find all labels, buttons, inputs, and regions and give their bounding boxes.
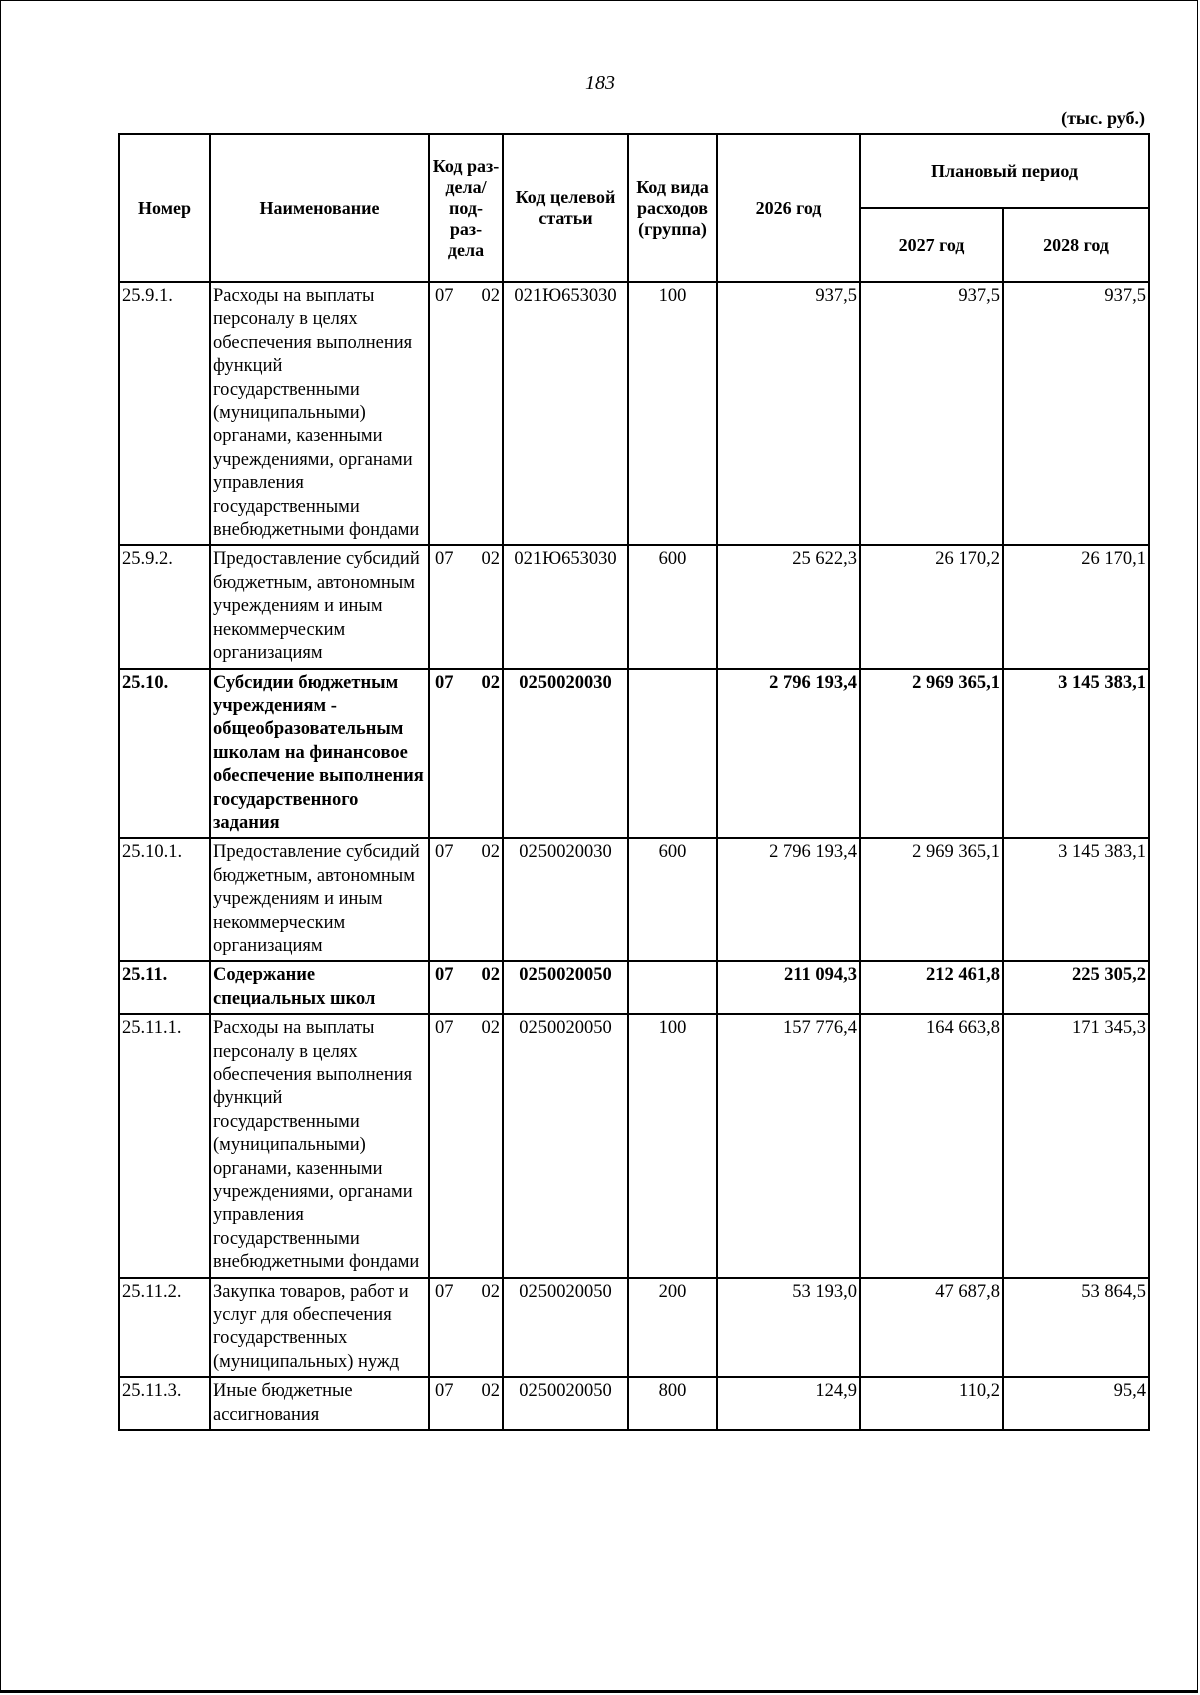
table-row [119,838,1149,961]
header-kind: Код вида расходов (группа) [628,134,717,282]
row-name: Расходы на выплаты персоналу в целях обеспечения выполнения функций государственными (муниципальными) органами, казенными учреждениями, органами управления государственными внебюджетными фондами [210,282,429,545]
row-value-2028: 937,5 [1003,282,1149,545]
row-value-2026: 124,9 [717,1377,860,1430]
row-name: Предоставление субсидий бюджетным, автономным учреждениям и иным некоммерческим организациям [210,545,429,668]
table-row [119,669,1149,839]
row-kind-code: 100 [628,282,717,545]
row-number: 25.11.2. [119,1278,210,1378]
row-target-code: 0250020030 [503,669,628,839]
table-body [119,282,1149,1430]
header-section: Код раз- дела/ под- раз- дела [429,134,503,282]
row-value-2027: 110,2 [860,1377,1003,1430]
row-section [429,838,503,961]
header-planned: Плановый период [860,134,1149,208]
row-section-code: 07 [435,549,454,570]
row-subsection-code: 02 [481,965,500,986]
row-name: Расходы на выплаты персоналу в целях обеспечения выполнения функций государственными (муниципальными) органами, казенными учреждениями, органами управления государственными внебюджетными фондами [210,1014,429,1277]
row-kind-code: 200 [628,1278,717,1378]
row-kind-code: 600 [628,838,717,961]
row-name: Субсидии бюджетным учреждениям - общеобразовательным школам на финансовое обеспечение выполнения государственного задания [210,669,429,839]
table-row [119,961,1149,1014]
table-row [119,1014,1149,1277]
row-target-code: 0250020050 [503,1377,628,1430]
header-2026: 2026 год [717,134,860,282]
row-target-code: 0250020050 [503,961,628,1014]
row-section [429,669,503,839]
row-section [429,1377,503,1430]
units-label: (тыс. руб.) [1061,108,1145,128]
row-number: 25.9.2. [119,545,210,668]
table-row [119,545,1149,668]
row-section-code: 07 [435,842,454,863]
row-kind-code [628,961,717,1014]
row-subsection-code: 02 [481,1018,500,1039]
row-name: Закупка товаров, работ и услуг для обеспечения государственных (муниципальных) нужд [210,1278,429,1378]
row-number: 25.11.1. [119,1014,210,1277]
row-number: 25.10.1. [119,838,210,961]
row-kind-code: 600 [628,545,717,668]
row-subsection-code: 02 [481,549,500,570]
row-name: Предоставление субсидий бюджетным, автономным учреждениям и иным некоммерческим организациям [210,838,429,961]
table-row [119,1278,1149,1378]
row-subsection-code: 02 [481,672,500,693]
row-section [429,1014,503,1277]
row-target-code: 0250020050 [503,1278,628,1378]
row-value-2028: 225 305,2 [1003,961,1149,1014]
row-section-code: 07 [435,672,454,693]
row-subsection-code: 02 [481,286,500,306]
row-target-code: 021Ю653030 [503,545,628,668]
header-2028: 2028 год [1003,208,1149,282]
row-value-2026: 157 776,4 [717,1014,860,1277]
row-section [429,1278,503,1378]
row-value-2028: 3 145 383,1 [1003,669,1149,839]
row-value-2026: 2 796 193,4 [717,838,860,961]
page-number: 183 [585,72,615,94]
row-section [429,282,503,545]
row-value-2026: 937,5 [717,282,860,545]
row-value-2027: 212 461,8 [860,961,1003,1014]
row-value-2028: 95,4 [1003,1377,1149,1430]
header-name: Наименование [210,134,429,282]
row-section-code: 07 [435,965,454,986]
row-value-2028: 53 864,5 [1003,1278,1149,1378]
row-name: Содержание специальных школ [210,961,429,1014]
row-value-2028: 171 345,3 [1003,1014,1149,1277]
header-target: Код целевой статьи [503,134,628,282]
row-value-2027: 47 687,8 [860,1278,1003,1378]
budget-table [118,133,1150,1431]
row-target-code: 0250020050 [503,1014,628,1277]
header-number: Номер [119,134,210,282]
row-name: Иные бюджетные ассигнования [210,1377,429,1430]
row-kind-code [628,669,717,839]
row-value-2027: 937,5 [860,282,1003,545]
row-value-2028: 26 170,1 [1003,545,1149,668]
row-subsection-code: 02 [481,1281,500,1302]
row-value-2027: 2 969 365,1 [860,838,1003,961]
row-section [429,961,503,1014]
row-value-2027: 2 969 365,1 [860,669,1003,839]
table-row [119,1377,1149,1430]
row-section-code: 07 [435,286,454,306]
header-2027: 2027 год [860,208,1003,282]
row-value-2027: 26 170,2 [860,545,1003,668]
row-section-code: 07 [435,1281,454,1302]
row-number: 25.9.1. [119,282,210,545]
row-target-code: 0250020030 [503,838,628,961]
row-value-2027: 164 663,8 [860,1014,1003,1277]
row-subsection-code: 02 [481,842,500,863]
row-subsection-code: 02 [481,1381,500,1402]
row-section [429,545,503,668]
row-section-code: 07 [435,1381,454,1402]
table-header-row [119,134,1149,208]
row-number: 25.11. [119,961,210,1014]
row-value-2026: 53 193,0 [717,1278,860,1378]
row-number: 25.10. [119,669,210,839]
row-target-code: 021Ю653030 [503,282,628,545]
row-section-code: 07 [435,1018,454,1039]
row-kind-code: 100 [628,1014,717,1277]
row-value-2026: 25 622,3 [717,545,860,668]
row-value-2026: 2 796 193,4 [717,669,860,839]
row-kind-code: 800 [628,1377,717,1430]
row-number: 25.11.3. [119,1377,210,1430]
row-value-2028: 3 145 383,1 [1003,838,1149,961]
row-value-2026: 211 094,3 [717,961,860,1014]
table-row [119,282,1149,545]
